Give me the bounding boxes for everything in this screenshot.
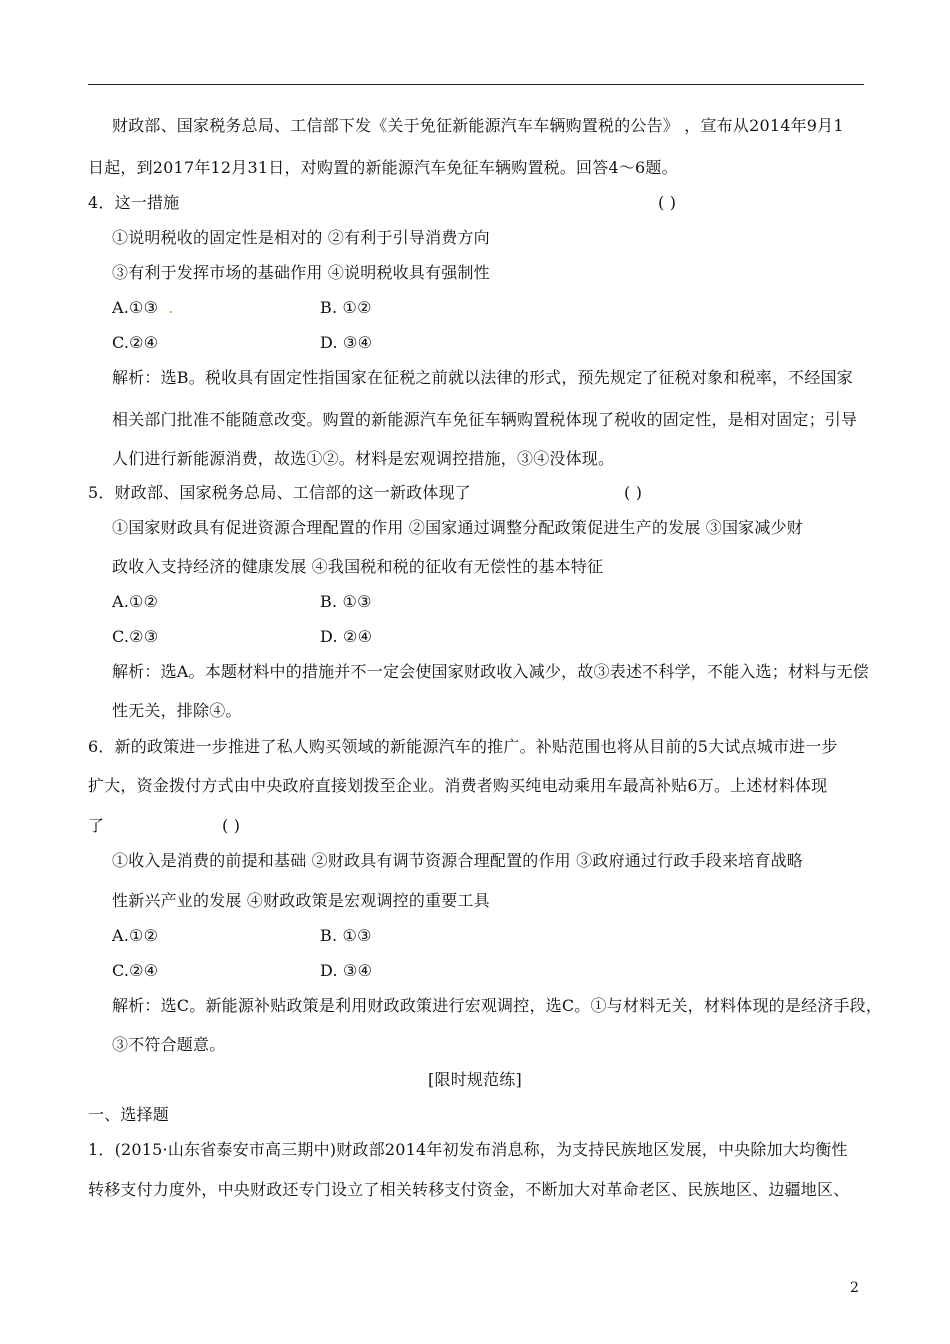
q5-choice-b: B. ①③ — [320, 592, 372, 611]
q5-choice-a: A.①② — [112, 592, 159, 611]
q6-stem-line-1: 6．新的政策进一步推进了私人购买领域的新能源汽车的推广。补贴范围也将从目前的5大试点城市进一步 — [88, 737, 838, 756]
q4-choices-cd — [112, 333, 373, 353]
q6-choice-c: C.②④ — [112, 961, 159, 980]
q4-analysis-line-2: 相关部门批准不能随意改变。购置的新能源汽车免征车辆购置税体现了税收的固定性，是相对固定；引导 — [112, 410, 858, 429]
header-rule — [88, 84, 864, 85]
q6-stem-line-2: 扩大，资金拨付方式由中央政府直接划拨至企业。消费者购买纯电动乘用车最高补贴6万。上述材料体现 — [88, 776, 828, 795]
section-title: [限时规范练] — [428, 1070, 522, 1089]
q1-line-2: 转移支付力度外，中央财政还专门设立了相关转移支付资金，不断加大对革命老区、民族地区、边疆地区、 — [88, 1180, 850, 1199]
q4-analysis-line-3: 人们进行新能源消费，故选①②。材料是宏观调控措施，③④没体现。 — [112, 449, 615, 468]
q6-options-line-2: 性新兴产业的发展 ④财政政策是宏观调控的重要工具 — [112, 891, 490, 910]
q5-choices-cd — [112, 627, 373, 647]
q6-analysis-line-1: 解析：选C。新能源补贴政策是利用财政政策进行宏观调控，选C。①与材料无关，材料体现的是经济手段， — [112, 996, 883, 1015]
q5-choice-d: D. ②④ — [320, 627, 373, 646]
q4-stem-text: 4．这一措施 — [88, 193, 180, 212]
q5-choices-ab — [112, 592, 372, 612]
q4-stem — [88, 193, 677, 213]
q5-analysis-line-1: 解析：选A。本题材料中的措施并不一定会使国家财政收入减少，故③表述不科学，不能入选；材料与无偿 — [112, 662, 869, 681]
q5-options-line-2: 政收入支持经济的健康发展 ④我国税和税的征收有无偿性的基本特征 — [112, 557, 604, 576]
q4-choice-a: A.①③ — [112, 298, 159, 317]
q4-answer-paren: ( ) — [658, 193, 677, 212]
q4-choices-ab — [112, 298, 372, 318]
q5-analysis-line-2: 性无关，排除④。 — [112, 701, 242, 720]
q6-choice-b: B. ①③ — [320, 926, 372, 945]
intro-line-1: 财政部、国家税务总局、工信部下发《关于免征新能源汽车车辆购置税的公告》 ，宣布从2014年9月1 — [112, 116, 844, 135]
q6-choice-d: D. ③④ — [320, 961, 373, 980]
q4-choice-c: C.②④ — [112, 333, 159, 352]
part-one-heading: 一、选择题 — [88, 1105, 170, 1124]
intro-line-2: 日起，到2017年12月31日，对购置的新能源汽车免征车辆购置税。回答4～6题。 — [88, 158, 678, 177]
q4-analysis-line-1: 解析：选B。税收具有固定性指国家在征税之前就以法律的形式，预先规定了征税对象和税率，不经国家 — [112, 368, 853, 387]
q4-options-line-2: ③有利于发挥市场的基础作用 ④说明税收具有强制性 — [112, 263, 490, 282]
page-number: 2 — [850, 1280, 859, 1296]
q5-choice-c: C.②③ — [112, 627, 159, 646]
q6-choices-cd — [112, 961, 373, 981]
q5-stem — [88, 483, 643, 503]
q5-options-line-1: ①国家财政具有促进资源合理配置的作用 ②国家通过调整分配政策促进生产的发展 ③国家减少财 — [112, 518, 803, 537]
q6-choice-a: A.①② — [112, 926, 159, 945]
q6-options-line-1: ①收入是消费的前提和基础 ②财政具有调节资源合理配置的作用 ③政府通过行政手段来培育战略 — [112, 851, 803, 870]
q4-choice-b: B. ①② — [320, 298, 372, 317]
q6-stem-line-3 — [88, 816, 241, 836]
q5-stem-text: 5．财政部、国家税务总局、工信部的这一新政体现了 — [88, 483, 471, 502]
q4-choice-a-mark: . — [168, 298, 174, 317]
q5-answer-paren: ( ) — [624, 483, 643, 502]
q6-stem-text: 了 — [88, 816, 105, 835]
q4-options-line-1: ①说明税收的固定性是相对的 ②有利于引导消费方向 — [112, 228, 490, 247]
q6-analysis-line-2: ③不符合题意。 — [112, 1035, 226, 1054]
q1-line-1: 1．(2015·山东省泰安市高三期中)财政部2014年初发布消息称，为支持民族地区发展，中央除加大均衡性 — [88, 1140, 848, 1159]
q6-choices-ab — [112, 926, 372, 946]
q4-choice-d: D. ③④ — [320, 333, 373, 352]
q6-answer-paren: ( ) — [222, 816, 241, 835]
